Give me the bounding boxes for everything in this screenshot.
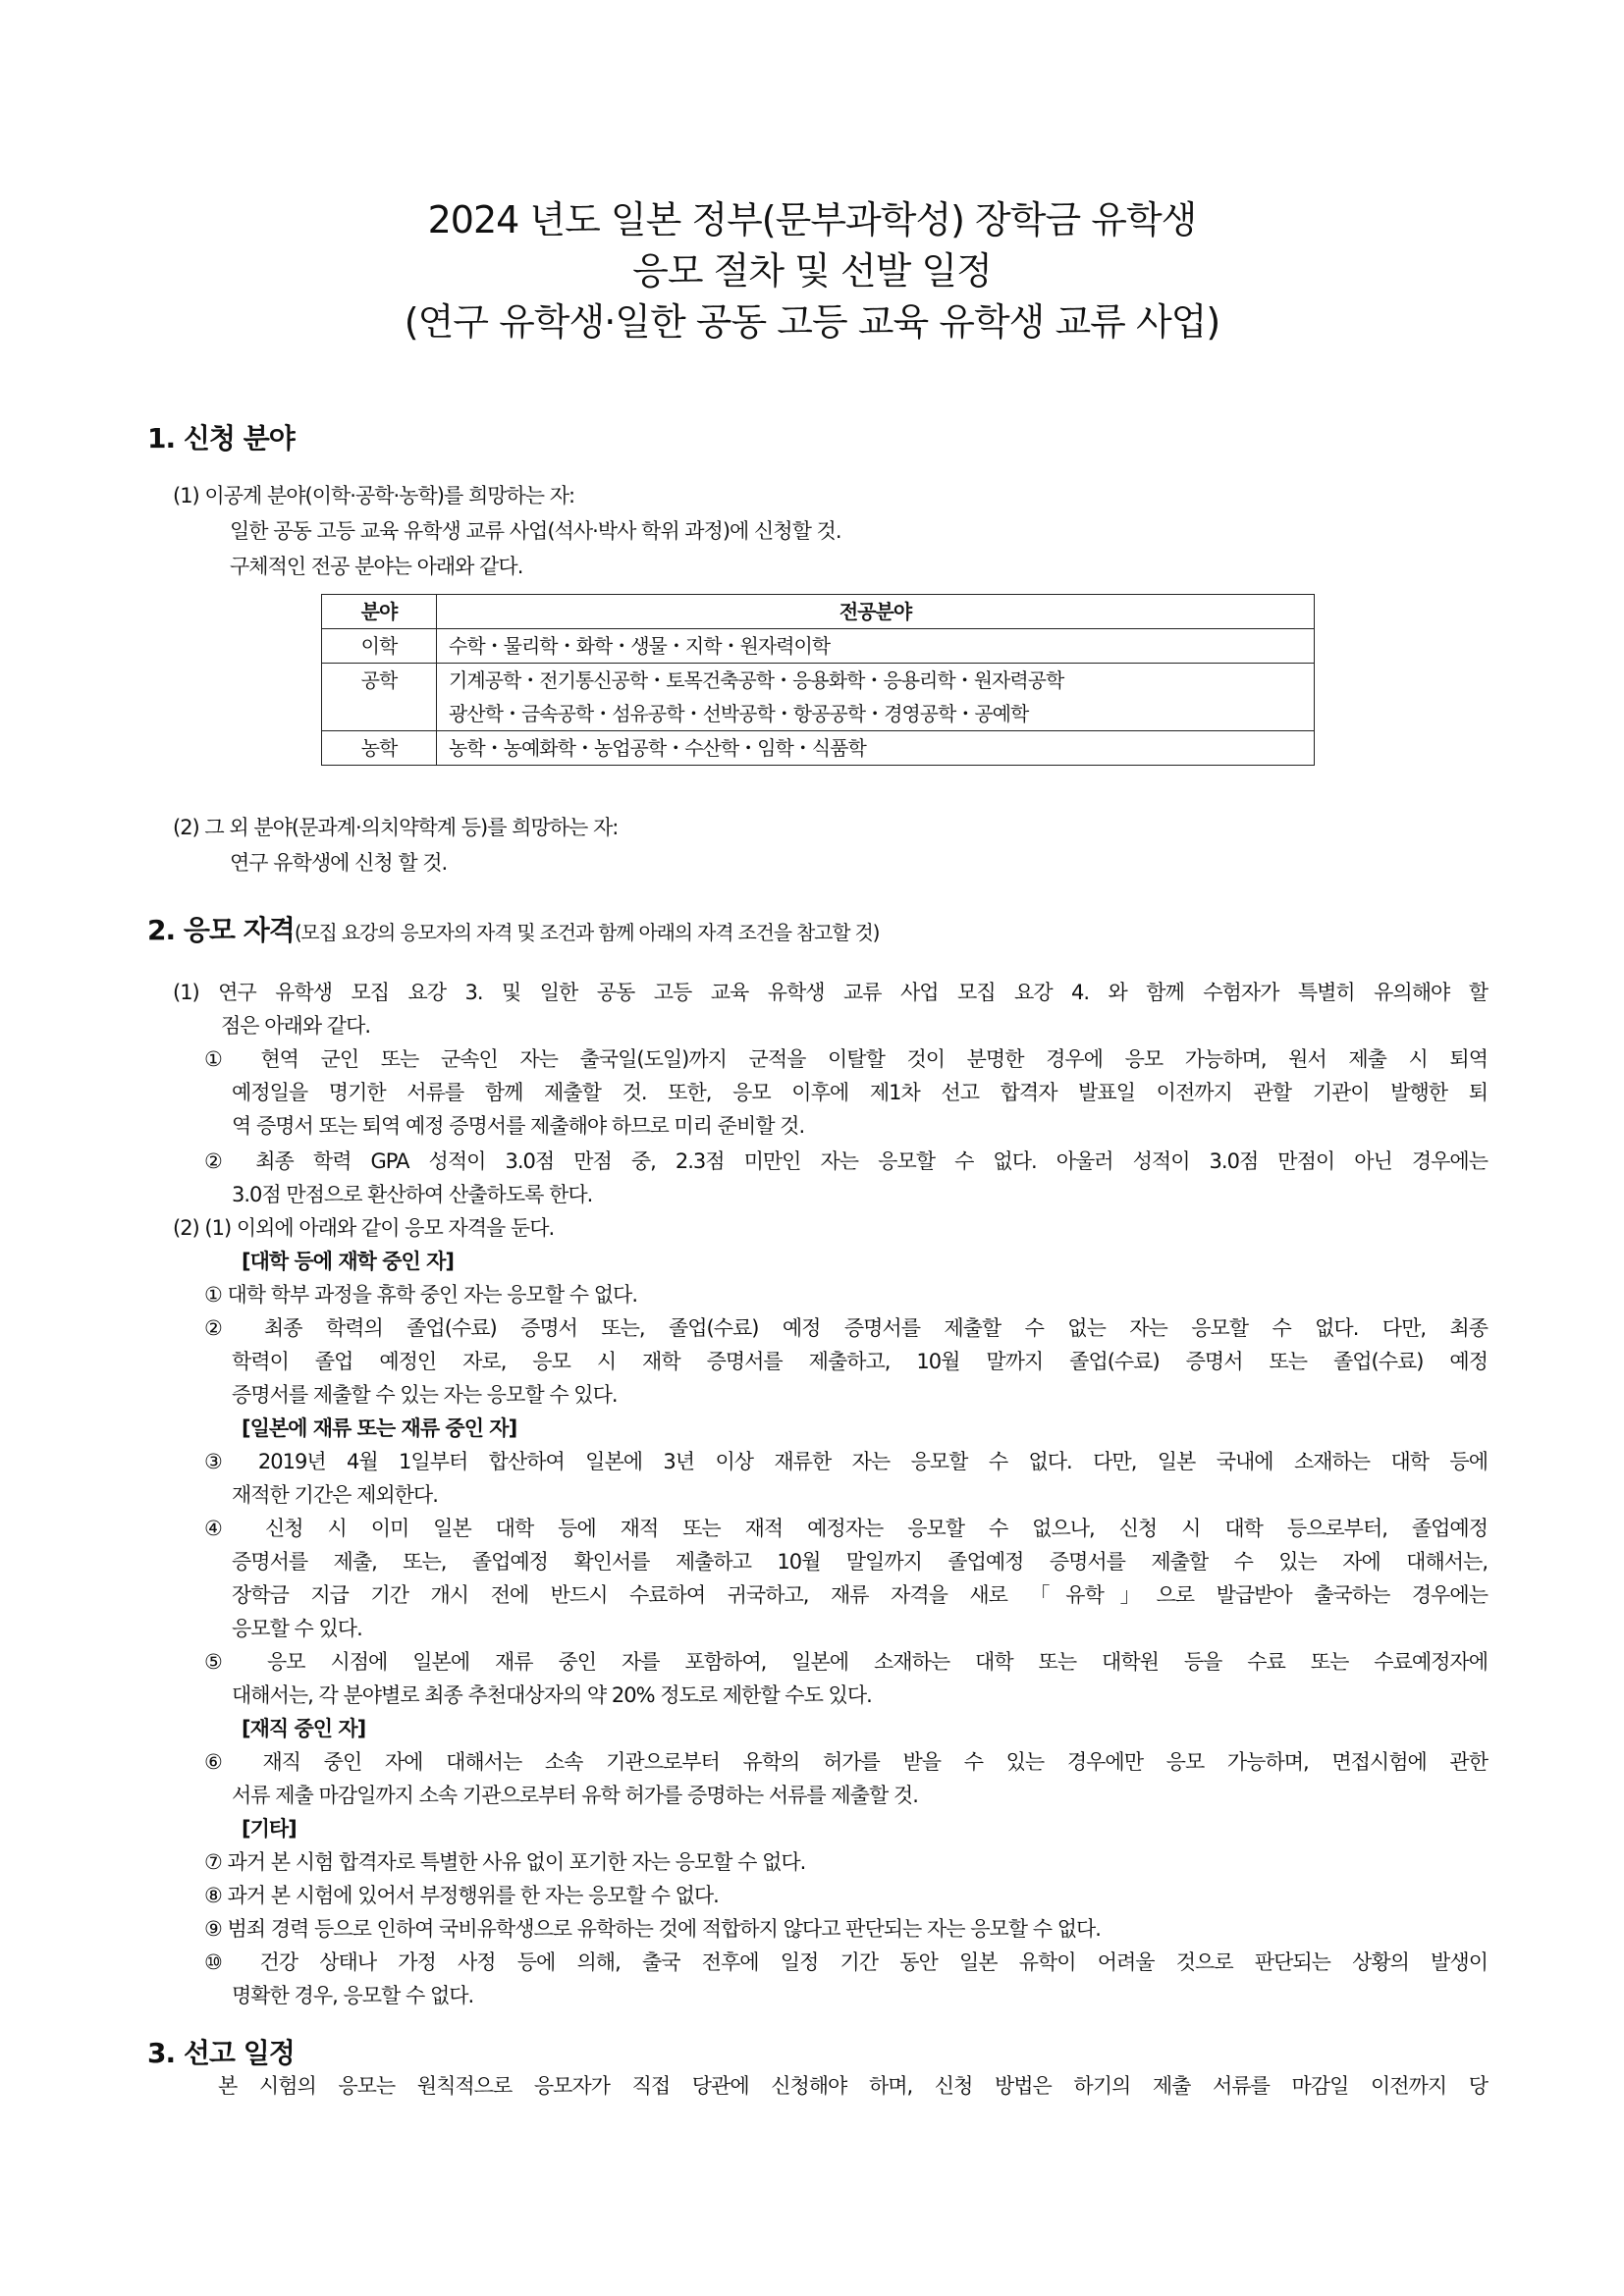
section1-item1-line2: 일한 공동 고등 교육 유학생 교류 사업(석사·박사 학위 과정)에 신청할 것. [230, 519, 841, 543]
section1-heading: 1. 신청 분야 [147, 422, 295, 454]
detail7: ⑦ 과거 본 시험 합격자로 특별한 사유 없이 포기한 자는 응모할 수 없다. [204, 1850, 806, 1874]
detail4-line2: 증명서를 제출, 또는, 졸업예정 확인서를 제출하고 10월 말일까지 졸업예정 증명서를 제출할 수 있는 자에 대해서는, [232, 1550, 1488, 1574]
subheading-other: [기타] [242, 1817, 297, 1841]
table-header-row [322, 595, 1315, 629]
section3-p1-line1: 본 시험의 응모는 원칙적으로 응모자가 직접 당관에 신청해야 하며, 신청 방법은 하기의 제출 서류를 마감일 이전까지 당 [218, 2074, 1488, 2098]
table-row [322, 629, 1315, 664]
table-cell-majors: 수학・물리학・화학・생물・지학・원자력이학 [437, 629, 1315, 664]
table-header-majors: 전공분야 [437, 595, 1315, 629]
subheading-enrolled: [대학 등에 재학 중인 자] [242, 1250, 455, 1273]
section2-heading-note: (모집 요강의 응모자의 자격 및 조건과 함께 아래의 자격 조건을 참고할 것) [294, 921, 880, 944]
table-cell-field: 이학 [322, 629, 437, 664]
detail5-line1: ⑤ 응모 시점에 일본에 재류 중인 자를 포함하여, 일본에 소재하는 대학 또는 대학원 등을 수료 또는 수료예정자에 [204, 1650, 1488, 1674]
table-row [322, 731, 1315, 766]
detail9: ⑨ 범죄 경력 등으로 인하여 국비유학생으로 유학하는 것에 적합하지 않다고 판단되는 자는 응모할 수 없다. [204, 1917, 1101, 1941]
condition1-line2: 예정일을 명기한 서류를 함께 제출할 것. 또한, 응모 이후에 제1차 선고 합격자 발표일 이전까지 관할 기관이 발행한 퇴 [232, 1081, 1488, 1104]
section2-p1-line1: (1) 연구 유학생 모집 요강 3. 및 일한 공동 고등 교육 유학생 교류 사업 모집 요강 4. 와 함께 수험자가 특별히 유의해야 할 [173, 981, 1488, 1004]
detail10-line2: 명확한 경우, 응모할 수 없다. [232, 1984, 474, 2007]
section3-heading: 3. 선고 일정 [147, 2037, 295, 2069]
detail1: ① 대학 학부 과정을 휴학 중인 자는 응모할 수 없다. [204, 1283, 638, 1307]
detail2-line1: ② 최종 학력의 졸업(수료) 증명서 또는, 졸업(수료) 예정 증명서를 제출할 수 없는 자는 응모할 수 없다. 다만, 최종 [204, 1316, 1488, 1340]
condition1-line3: 역 증명서 또는 퇴역 예정 증명서를 제출해야 하므로 미리 준비할 것. [232, 1114, 805, 1138]
table-row [322, 664, 1315, 731]
detail5-line2: 대해서는, 각 분야별로 최종 추천대상자의 약 20% 정도로 제한할 수도 있다. [232, 1683, 872, 1707]
table-header-field: 분야 [322, 595, 437, 629]
detail6-line2: 서류 제출 마감일까지 소속 기관으로부터 유학 허가를 증명하는 서류를 제출할 것. [232, 1784, 918, 1807]
document-title-line3: (연구 유학생·일한 공동 고등 교육 유학생 교류 사업) [404, 300, 1220, 344]
condition1-line1: ① 현역 군인 또는 군속인 자는 출국일(도일)까지 군적을 이탈할 것이 분명한 경우에 응모 가능하며, 원서 제출 시 퇴역 [204, 1047, 1488, 1071]
detail6-line1: ⑥ 재직 중인 자에 대해서는 소속 기관으로부터 유학의 허가를 받을 수 있는 경우에만 응모 가능하며, 면접시험에 관한 [204, 1750, 1488, 1774]
subheading-resident: [일본에 재류 또는 재류 중인 자] [242, 1416, 517, 1440]
detail2-line3: 증명서를 제출할 수 있는 자는 응모할 수 있다. [232, 1383, 618, 1407]
detail4-line4: 응모할 수 있다. [232, 1617, 362, 1640]
table-cell-field: 농학 [322, 731, 437, 766]
detail3-line1: ③ 2019년 4월 1일부터 합산하여 일본에 3년 이상 재류한 자는 응모할 수 없다. 다만, 일본 국내에 소재하는 대학 등에 [204, 1450, 1488, 1473]
condition2-line1: ② 최종 학력 GPA 성적이 3.0점 만점 중, 2.3점 미만인 자는 응모할 수 없다. 아울러 성적이 3.0점 만점이 아닌 경우에는 [204, 1149, 1488, 1173]
detail4-line1: ④ 신청 시 이미 일본 대학 등에 재적 또는 재적 예정자는 응모할 수 없으나, 신청 시 대학 등으로부터, 졸업예정 [204, 1517, 1488, 1540]
section1-item1-line3: 구체적인 전공 분야는 아래와 같다. [230, 555, 523, 578]
document-title-line2: 응모 절차 및 선발 일정 [632, 249, 992, 293]
detail2-line2: 학력이 졸업 예정인 자로, 응모 시 재학 증명서를 제출하고, 10월 말까지 졸업(수료) 증명서 또는 졸업(수료) 예정 [232, 1350, 1488, 1373]
section2-p2-line1: (2) (1) 이외에 아래와 같이 응모 자격을 둔다. [173, 1216, 555, 1240]
detail4-line3: 장학금 지급 기간 개시 전에 반드시 수료하여 귀국하고, 재류 자격을 새로 「유학」으로 발급받아 출국하는 경우에는 [232, 1583, 1488, 1607]
subheading-employed: [재직 중인 자] [242, 1717, 366, 1740]
document-title-line1: 2024 년도 일본 정부(문부과학성) 장학금 유학생 [427, 198, 1197, 241]
detail10-line1: ⑩ 건강 상태나 가정 사정 등에 의해, 출국 전후에 일정 기간 동안 일본 유학이 어려울 것으로 판단되는 상황의 발생이 [204, 1950, 1488, 1974]
section2-heading-text: 2. 응모 자격 [147, 914, 295, 946]
major-fields-table [321, 594, 1315, 766]
table-cell-majors: 농학・농예화학・농업공학・수산학・임학・식품학 [437, 731, 1315, 766]
condition2-line2: 3.0점 만점으로 환산하여 산출하도록 한다. [232, 1183, 593, 1206]
section2-p1-line2: 점은 아래와 같다. [221, 1014, 371, 1038]
detail3-line2: 재적한 기간은 제외한다. [232, 1483, 438, 1507]
section1-item1-label: (1) 이공계 분야(이학·공학·농학)를 희망하는 자: [173, 484, 575, 507]
table-cell-field: 공학 [322, 664, 437, 731]
section1-item2-line2: 연구 유학생에 신청 할 것. [230, 851, 448, 875]
section1-item2-label: (2) 그 외 분야(문과계·의치약학계 등)를 희망하는 자: [173, 816, 619, 839]
detail8: ⑧ 과거 본 시험에 있어서 부정행위를 한 자는 응모할 수 없다. [204, 1884, 719, 1907]
table-cell-majors: 기계공학・전기통신공학・토목건축공학・응용화학・응용리학・원자력공학 광산학・금속공학・섬유공학・선박공학・항공공학・경영공학・공예학 [437, 664, 1315, 731]
section2-heading [147, 909, 879, 948]
